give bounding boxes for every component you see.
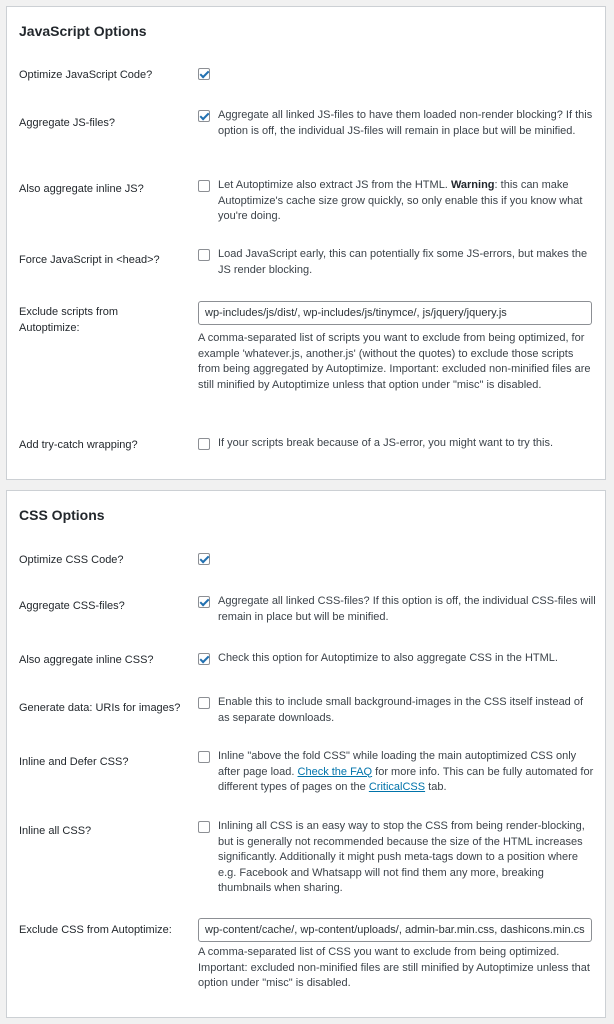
- inline-js-description: Let Autoptimize also extract JS from the HTML. Warning: this can make Autoptimize's cache size grow quickly, so only enable this if you know what you're doing.: [218, 179, 583, 222]
- exclude-css-input[interactable]: [198, 918, 592, 942]
- inline-all-description: Inlining all CSS is an easy way to stop the CSS from being render-blocking, but is generally not recommended because the size of the HTML increases significantly. Additionally it might push meta-tags down to a position where e.g. Facebook and Whatsapp will not find them any more, breaking thumbnails when sharing.: [218, 820, 585, 894]
- exclude-css-help: A comma-separated list of CSS you want to exclude from being optimized. Important: excluded non-minified files are still minified by Autoptimize unless that option under "misc" is disabled.: [198, 946, 590, 989]
- criticalcss-link[interactable]: CriticalCSS: [368, 781, 426, 793]
- exclude-js-input[interactable]: [198, 301, 592, 325]
- inline-css-checkbox[interactable]: [198, 653, 210, 665]
- inline-defer-description: Inline "above the fold CSS" while loading the main autoptimized CSS only after page load. Check the FAQ for more info. This can be fully automated for different types of pages on the CriticalCSS tab.: [218, 750, 594, 793]
- aggregate-css-checkbox[interactable]: [198, 596, 210, 608]
- data-uris-checkbox[interactable]: [198, 697, 210, 709]
- force-head-checkbox[interactable]: [198, 249, 210, 261]
- exclude-js-help: A comma-separated list of scripts you want to exclude from being optimized, for example 'whatever.js, another.js' (without the quotes) to exclude those scripts from being aggregated by Autoptimize. Important: excluded non-minified files are still minified by Autoptimize unless that option under "misc" is disabled.: [198, 332, 591, 391]
- inline-all-label: Inline all CSS?: [19, 825, 92, 837]
- check-faq-link[interactable]: Check the FAQ: [297, 765, 373, 778]
- data-uris-description: Enable this to include small background-images in the CSS itself instead of as separate downloads.: [218, 696, 584, 724]
- aggregate-css-label: Aggregate CSS-files?: [19, 600, 125, 612]
- warning-label: Warning: [450, 179, 495, 191]
- aggregate-js-description: Aggregate all linked JS-files to have them loaded non-render blocking? If this option is off, the individual JS-files will remain in place but will be minified.: [218, 109, 593, 137]
- inline-css-label: Also aggregate inline CSS?: [19, 654, 154, 666]
- optimize-js-checkbox[interactable]: [198, 68, 210, 80]
- javascript-options-panel: [6, 6, 606, 480]
- inline-defer-checkbox[interactable]: [198, 751, 210, 763]
- inline-js-checkbox[interactable]: [198, 180, 210, 192]
- exclude-css-label: Exclude CSS from Autoptimize:: [19, 924, 172, 936]
- optimize-css-checkbox[interactable]: [198, 553, 210, 565]
- try-catch-label: Add try-catch wrapping?: [19, 439, 138, 451]
- inline-all-checkbox[interactable]: [198, 821, 210, 833]
- aggregate-js-label: Aggregate JS-files?: [19, 117, 115, 129]
- inline-css-description: Check this option for Autoptimize to also aggregate CSS in the HTML.: [218, 652, 558, 664]
- css-options-heading: CSS Options: [19, 507, 105, 523]
- aggregate-js-checkbox[interactable]: [198, 110, 210, 122]
- inline-js-label: Also aggregate inline JS?: [19, 183, 144, 195]
- optimize-css-label: Optimize CSS Code?: [19, 554, 124, 566]
- aggregate-css-description: Aggregate all linked CSS-files? If this option is off, the individual CSS-files will remain in place but will be minified.: [218, 595, 596, 623]
- data-uris-label: Generate data: URIs for images?: [19, 702, 181, 714]
- css-options-panel: [6, 490, 606, 1018]
- force-head-description: Load JavaScript early, this can potentially fix some JS-errors, but makes the JS render blocking.: [218, 248, 588, 276]
- inline-defer-label: Inline and Defer CSS?: [19, 756, 129, 768]
- optimize-js-label: Optimize JavaScript Code?: [19, 69, 153, 81]
- try-catch-checkbox[interactable]: [198, 438, 210, 450]
- javascript-options-heading: JavaScript Options: [19, 23, 147, 39]
- try-catch-description: If your scripts break because of a JS-error, you might want to try this.: [218, 437, 554, 449]
- exclude-js-label: Exclude scripts from Autoptimize:: [19, 306, 119, 334]
- force-head-label: Force JavaScript in <head>?: [19, 254, 160, 266]
